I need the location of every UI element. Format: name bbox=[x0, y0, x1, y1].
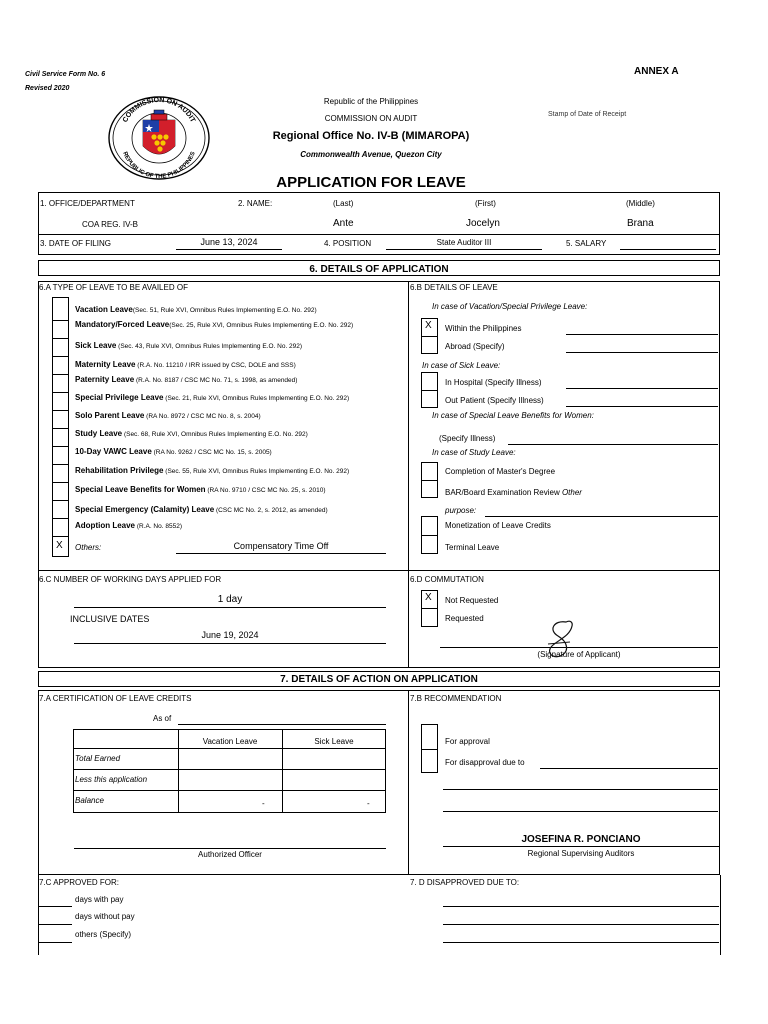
position-value[interactable]: State Auditor III bbox=[436, 238, 492, 247]
seal-text-bottom: REPUBLIC OF THE PHILIPPINES bbox=[121, 151, 197, 180]
row-total-earned: Total Earned bbox=[75, 754, 121, 763]
days-without-pay-label: days without pay bbox=[75, 912, 135, 921]
last-name-value[interactable]: Ante bbox=[333, 218, 354, 229]
leave-calamity[interactable]: Special Emergency (Calamity) Leave (CSC MC No. 2, s. 2012, as amended) bbox=[75, 505, 328, 514]
agency-line: COMMISSION ON AUDIT bbox=[324, 114, 418, 123]
regional-office: Regional Office No. IV-B (MIMAROPA) bbox=[272, 130, 470, 142]
vacation-hint: In case of Vacation/Special Privilege Leave: bbox=[432, 302, 588, 311]
not-requested-mark[interactable]: X bbox=[425, 592, 432, 603]
form-number: Civil Service Form No. 6 bbox=[25, 71, 106, 78]
applicant-signature-icon bbox=[540, 618, 580, 663]
bar-review-label: BAR/Board Examination Review Other bbox=[445, 488, 582, 497]
leave-solo-parent[interactable]: Solo Parent Leave (RA No. 8972 / CSC MC No. 8, s. 2004) bbox=[75, 411, 261, 420]
commutation-label: 6.D COMMUTATION bbox=[410, 575, 484, 584]
section7-heading: 7. DETAILS OF ACTION ON APPLICATION bbox=[280, 674, 478, 685]
personal-info-box bbox=[38, 192, 720, 255]
others-specify-label: others (Specify) bbox=[75, 930, 132, 939]
first-name-value[interactable]: Jocelyn bbox=[466, 218, 500, 229]
stamp-label: Stamp of Date of Receipt bbox=[548, 111, 627, 118]
leave-maternity[interactable]: Maternity Leave (R.A. No. 11210 / IRR issued by CSC, DOLE and SSS) bbox=[75, 360, 296, 369]
masters-label: Completion of Master's Degree bbox=[445, 467, 556, 476]
leave-women[interactable]: Special Leave Benefits for Women (RA No. 9710 / CSC MC No. 25, s. 2010) bbox=[75, 485, 326, 494]
col-vacation-leave: Vacation Leave bbox=[202, 737, 258, 746]
purpose-label: purpose: bbox=[445, 506, 477, 515]
office-address: Commonwealth Avenue, Quezon City bbox=[300, 150, 442, 159]
others-checkbox-mark[interactable]: X bbox=[56, 540, 63, 551]
study-hint: In case of Study Leave: bbox=[432, 448, 516, 457]
inclusive-dates-value[interactable]: June 19, 2024 bbox=[201, 630, 259, 640]
working-days-label: 6.C NUMBER OF WORKING DAYS APPLIED FOR bbox=[39, 575, 222, 584]
col-sick-leave: Sick Leave bbox=[314, 737, 354, 746]
republic-line: Republic of the Philippines bbox=[323, 97, 419, 106]
seal-text-top: COMMISSION ON AUDIT bbox=[121, 96, 197, 124]
balance-vacation[interactable]: - bbox=[262, 799, 265, 808]
authorized-officer-label: Authorized Officer bbox=[198, 850, 262, 859]
row-balance: Balance bbox=[75, 796, 104, 805]
row-less-application: Less this application bbox=[75, 775, 148, 784]
office-value[interactable]: COA REG. IV-B bbox=[82, 220, 139, 229]
for-disapproval-label: For disapproval due to bbox=[445, 758, 525, 767]
recommender-title: Regional Supervising Auditors bbox=[527, 849, 635, 858]
form-title: APPLICATION FOR LEAVE bbox=[276, 174, 466, 191]
outpatient-label: Out Patient (Specify Illness) bbox=[445, 396, 544, 405]
others-label: Others: bbox=[75, 543, 102, 552]
leave-credits-label: 7.A CERTIFICATION OF LEAVE CREDITS bbox=[39, 694, 192, 703]
leave-adoption[interactable]: Adoption Leave (R.A. No. 8552) bbox=[75, 521, 182, 530]
middle-name-value[interactable]: Brana bbox=[627, 218, 654, 229]
working-days-value[interactable]: 1 day bbox=[217, 594, 243, 605]
name-label: 2. NAME: bbox=[238, 199, 273, 208]
annex-label: ANNEX A bbox=[634, 66, 679, 77]
requested-label: Requested bbox=[445, 614, 484, 623]
approved-for-label: 7.C APPROVED FOR: bbox=[39, 878, 120, 887]
position-label: 4. POSITION bbox=[324, 239, 372, 248]
inclusive-dates-label: INCLUSIVE DATES bbox=[70, 614, 150, 624]
leave-special-privilege[interactable]: Special Privilege Leave (Sec. 21, Rule XVI, Omnibus Rules Implementing E.O. No. 292) bbox=[75, 393, 350, 402]
monetization-label: Monetization of Leave Credits bbox=[445, 521, 551, 530]
balance-sick[interactable]: - bbox=[367, 799, 370, 808]
sick-hint: In case of Sick Leave: bbox=[422, 361, 501, 370]
days-with-pay-label: days with pay bbox=[75, 895, 124, 904]
date-filing-value[interactable]: June 13, 2024 bbox=[200, 237, 258, 247]
recommendation-label: 7.B RECOMMENDATION bbox=[410, 694, 502, 703]
revised-year: Revised 2020 bbox=[25, 85, 70, 92]
office-label: 1. OFFICE/DEPARTMENT bbox=[40, 199, 135, 208]
women-hint: In case of Special Leave Benefits for Women: bbox=[432, 411, 594, 420]
first-name-label: (First) bbox=[475, 199, 496, 208]
leave-vacation[interactable]: Vacation Leave(Sec. 51, Rule XVI, Omnibus Rules Implementing E.O. No. 292) bbox=[75, 305, 317, 314]
leave-study[interactable]: Study Leave (Sec. 68, Rule XVI, Omnibus Rules Implementing E.O. No. 292) bbox=[75, 429, 308, 438]
as-of-label: As of bbox=[153, 714, 172, 723]
last-name-label: (Last) bbox=[333, 199, 354, 208]
disapproved-due-label: 7. D DISAPPROVED DUE TO: bbox=[410, 878, 520, 887]
others-value[interactable]: Compensatory Time Off bbox=[233, 541, 329, 551]
specify-illness-label: (Specify Illness) bbox=[439, 434, 496, 443]
salary-label: 5. SALARY bbox=[566, 239, 607, 248]
leave-paternity[interactable]: Paternity Leave (R.A. No. 8187 / CSC MC No. 71, s. 1998, as amended) bbox=[75, 375, 298, 384]
applicant-signature-label: (Signature of Applicant) bbox=[537, 650, 621, 659]
coa-seal-icon bbox=[107, 96, 211, 180]
details-leave-label: 6.B DETAILS OF LEAVE bbox=[410, 283, 498, 292]
middle-name-label: (Middle) bbox=[626, 199, 655, 208]
leave-vawc[interactable]: 10-Day VAWC Leave (RA No. 9262 / CSC MC No. 15, s. 2005) bbox=[75, 447, 272, 456]
leave-mandatory[interactable]: Mandatory/Forced Leave(Sec. 25, Rule XVI, Omnibus Rules Implementing E.O. No. 292) bbox=[75, 320, 354, 329]
for-approval-label: For approval bbox=[445, 737, 490, 746]
hospital-label: In Hospital (Specify Illness) bbox=[445, 378, 542, 387]
leave-sick[interactable]: Sick Leave (Sec. 43, Rule XVI, Omnibus Rules Implementing E.O. No. 292) bbox=[75, 341, 303, 350]
within-ph-mark[interactable]: X bbox=[425, 320, 432, 331]
not-requested-label: Not Requested bbox=[445, 596, 499, 605]
section6-heading: 6. DETAILS OF APPLICATION bbox=[309, 264, 449, 275]
leave-type-label: 6.A TYPE OF LEAVE TO BE AVAILED OF bbox=[39, 283, 188, 292]
date-filing-label: 3. DATE OF FILING bbox=[40, 239, 111, 248]
abroad-label: Abroad (Specify) bbox=[445, 342, 505, 351]
leave-rehabilitation[interactable]: Rehabilitation Privilege (Sec. 55, Rule XVI, Omnibus Rules Implementing E.O. No. 292) bbox=[75, 466, 350, 475]
recommender-name: JOSEFINA R. PONCIANO bbox=[521, 834, 641, 845]
within-ph-label: Within the Philippines bbox=[445, 324, 522, 333]
terminal-leave-label: Terminal Leave bbox=[445, 543, 500, 552]
